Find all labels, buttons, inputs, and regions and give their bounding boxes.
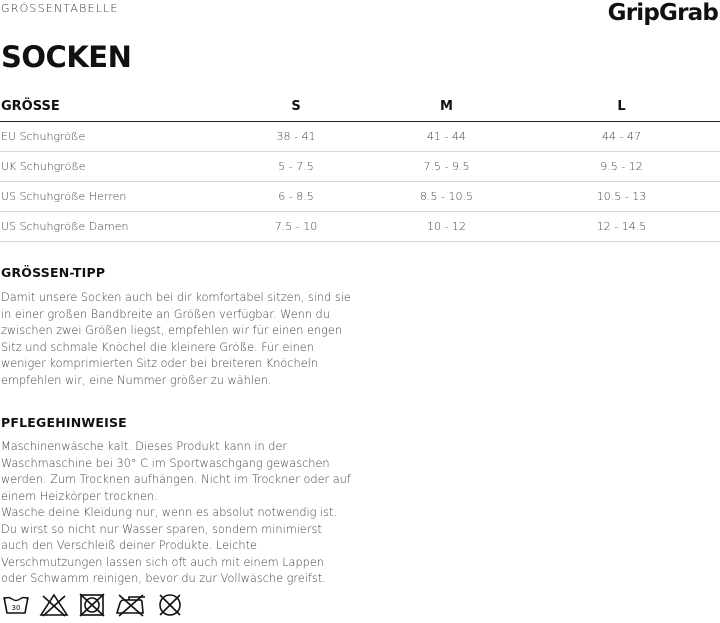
table-row <box>0 152 720 182</box>
care-symbols <box>3 592 183 618</box>
table-row <box>0 212 720 242</box>
table-cell: 9.5 - 12 <box>523 152 720 182</box>
table-cell: 10.5 - 13 <box>523 182 720 212</box>
column-header-l: L <box>523 92 720 122</box>
row-label: UK Schuhgröße <box>0 152 222 182</box>
size-table <box>0 92 720 242</box>
section-label: GRÖSSENTABELLE <box>1 2 119 15</box>
table-cell: 38 - 41 <box>222 122 370 152</box>
table-cell: 7.5 - 10 <box>222 212 370 242</box>
column-header-size: GRÖSSE <box>0 92 222 122</box>
no-bleach-icon <box>39 593 69 617</box>
care-text-1: Maschinenwäsche kalt. Dieses Produkt kann in der Waschmaschine bei 30° C im Sportwaschgang gewaschen werden. Zum Trocknen aufhängen. Nicht im Trockner oder auf einem Heizkörper trocknen. <box>1 440 351 503</box>
table-header-row <box>0 92 720 122</box>
table-cell: 44 - 47 <box>523 122 720 152</box>
table-cell: 8.5 - 10.5 <box>370 182 523 212</box>
page-title: SOCKEN <box>1 40 132 74</box>
column-header-s: S <box>222 92 370 122</box>
wash-30-icon <box>3 593 29 617</box>
table-row <box>0 122 720 152</box>
row-label: US Schuhgröße Damen <box>0 212 222 242</box>
table-cell: 6 - 8.5 <box>222 182 370 212</box>
table-cell: 7.5 - 9.5 <box>370 152 523 182</box>
wash-temperature: 30 <box>11 604 21 612</box>
row-label: US Schuhgröße Herren <box>0 182 222 212</box>
table-cell: 41 - 44 <box>370 122 523 152</box>
no-iron-icon <box>115 593 147 617</box>
no-dry-clean-icon <box>157 592 183 618</box>
brand-logo: GripGrab <box>607 0 718 26</box>
table-cell: 10 - 12 <box>370 212 523 242</box>
row-label: EU Schuhgröße <box>0 122 222 152</box>
table-row <box>0 182 720 212</box>
care-heading: PFLEGEHINWEISE <box>1 415 127 430</box>
care-text-2: Wasche deine Kleidung nur, wenn es absolut notwendig ist. Du wirst so nicht nur Wasser sparen, sondern minimierst auch den Verschleiß deiner Produkte. Leichte Verschmutzungen lassen sich oft auch mit einem Lappen oder Schwamm reinigen, bevor du zur Vollwäsche greifst. <box>1 506 338 585</box>
table-cell: 5 - 7.5 <box>222 152 370 182</box>
no-tumble-dry-icon <box>79 593 105 617</box>
column-header-m: M <box>370 92 523 122</box>
tip-text: Damit unsere Socken auch bei dir komfortabel sitzen, sind sie in einer großen Bandbreite an Größen verfügbar. Wenn du zwischen zwei Größen liegst, empfehlen wir für einen engen Sitz und schmale Knöchel die kleinere Größe. Für einen weniger komprimierten Sitz oder bei breiteren Knöcheln empfehlen wir, eine Nummer größer zu wählen. <box>1 291 351 387</box>
tip-heading: GRÖSSEN-TIPP <box>1 265 106 280</box>
table-cell: 12 - 14.5 <box>523 212 720 242</box>
